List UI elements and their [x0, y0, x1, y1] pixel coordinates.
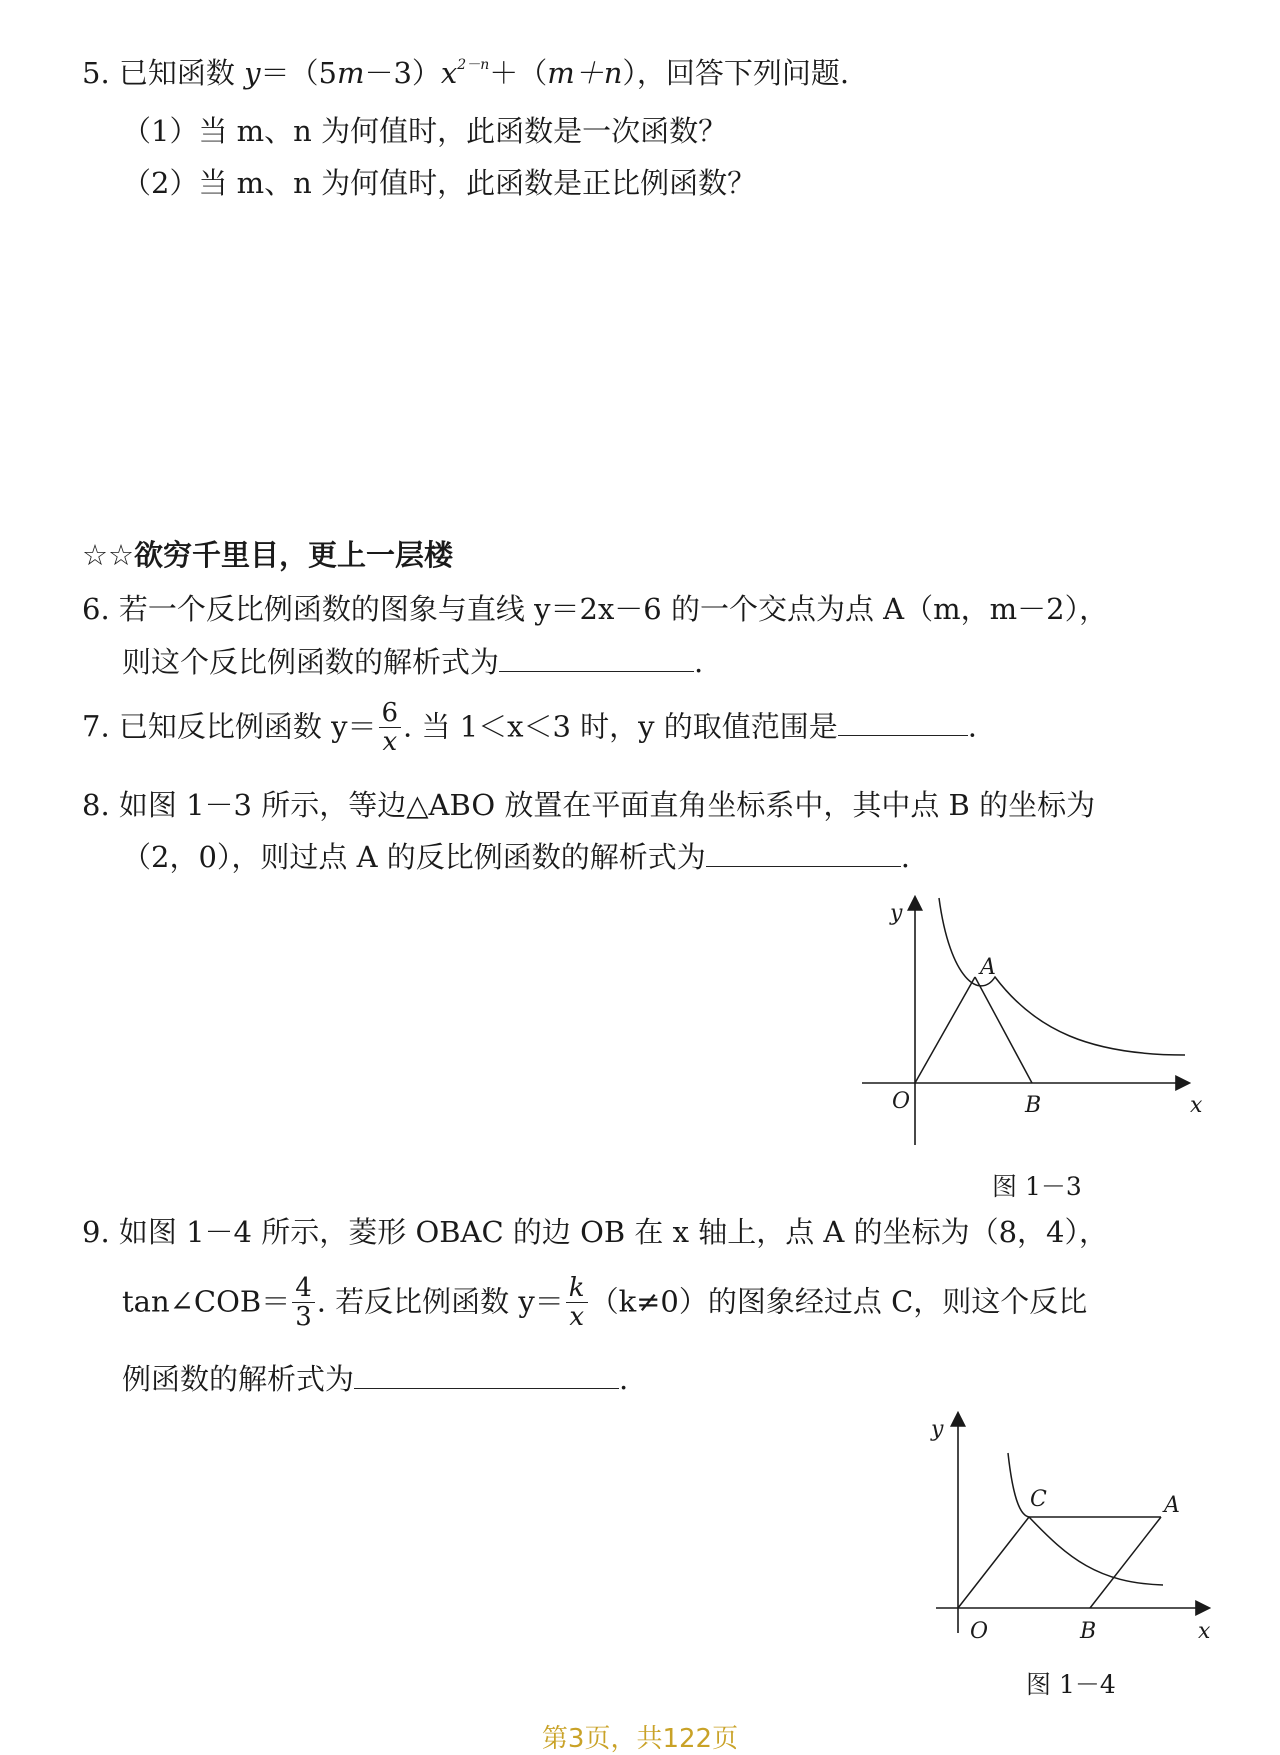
q5-exponent: 2－n: [457, 57, 490, 73]
label-B: B: [1080, 1619, 1097, 1644]
q9-line1: 9. 如图 1－4 所示，菱形 OBAC 的边 OB 在 x 轴上，点 A 的坐标为（8，4），: [82, 1215, 1108, 1249]
figure-1-4-caption: 图 1－4: [1026, 1670, 1116, 1699]
segment-OA: [915, 977, 975, 1083]
q8-line2: （2，0），则过点 A 的反比例函数的解析式为 .: [122, 840, 911, 874]
q9-number: 9.: [82, 1215, 110, 1249]
label-C: C: [1030, 1487, 1047, 1512]
segment-AB: [975, 977, 1032, 1083]
q9-answer-blank[interactable]: [354, 1366, 619, 1389]
label-O: O: [892, 1089, 911, 1114]
segment-OC: [958, 1517, 1029, 1608]
figure-1-3-caption: 图 1－3: [992, 1172, 1082, 1201]
label-x: x: [1198, 1619, 1211, 1644]
q7-fraction: $\frac{6}{x}$: [379, 700, 402, 757]
hyperbola-curve: [939, 898, 1185, 1055]
q8-number: 8.: [82, 788, 110, 822]
q6-answer-blank[interactable]: [499, 649, 694, 672]
q7-number: 7.: [82, 709, 110, 744]
q5-stem: 5. 已知函数 $y=(5m-3)x^{2-n}+(m+n)$，回答下列问题.: [82, 56, 850, 90]
label-x: x: [1190, 1093, 1203, 1118]
page-footer: 第3页，共122页: [541, 1724, 739, 1754]
q9-k-fraction: $\frac{k}{x}$: [566, 1275, 588, 1332]
label-O: O: [970, 1619, 989, 1644]
q5-sub1: （1）当 m、n 为何值时，此函数是一次函数？: [122, 114, 728, 148]
q9-line3: 例函数的解析式为 .: [122, 1362, 629, 1396]
label-A: A: [980, 955, 996, 980]
figure-1-3: [850, 890, 1210, 1150]
q6-line2: 则这个反比例函数的解析式为 .: [122, 645, 704, 679]
label-y: y: [931, 1417, 944, 1442]
q8-line1: 8. 如图 1－3 所示，等边△ABO 放置在平面直角坐标系中，其中点 B 的坐标为: [82, 788, 1096, 822]
q5-sub2: （2）当 m、n 为何值时，此函数是正比例函数？: [122, 166, 757, 200]
label-A: A: [1164, 1493, 1180, 1518]
q9-line2: tan∠COB＝ $\frac{4}{3}$ . 若反比例函数 y＝ $\frac{k}{x}$ （k≠0）的图象经过点 C，则这个反比: [122, 1273, 1088, 1333]
hyperbola-curve: [1008, 1453, 1163, 1585]
q5-number: 5.: [82, 56, 110, 90]
segment-AB: [1090, 1517, 1161, 1608]
q7-answer-blank[interactable]: [838, 713, 968, 736]
q6-number: 6.: [82, 592, 110, 626]
section-heading: ☆☆欲穷千里目，更上一层楼: [82, 538, 453, 572]
q6-line1: 6. 若一个反比例函数的图象与直线 y＝2x－6 的一个交点为点 A（m，m－2），: [82, 592, 1109, 626]
q9-tan-fraction: $\frac{4}{3}$: [292, 1275, 315, 1332]
q8-answer-blank[interactable]: [706, 844, 901, 867]
label-y: y: [890, 901, 903, 926]
figure-1-4: [918, 1408, 1218, 1658]
q7-line: 7. 已知反比例函数 y＝ $\frac{6}{x}$ . 当 1＜x＜3 时，y 的取值范围是 .: [82, 698, 977, 758]
label-B: B: [1025, 1093, 1042, 1118]
